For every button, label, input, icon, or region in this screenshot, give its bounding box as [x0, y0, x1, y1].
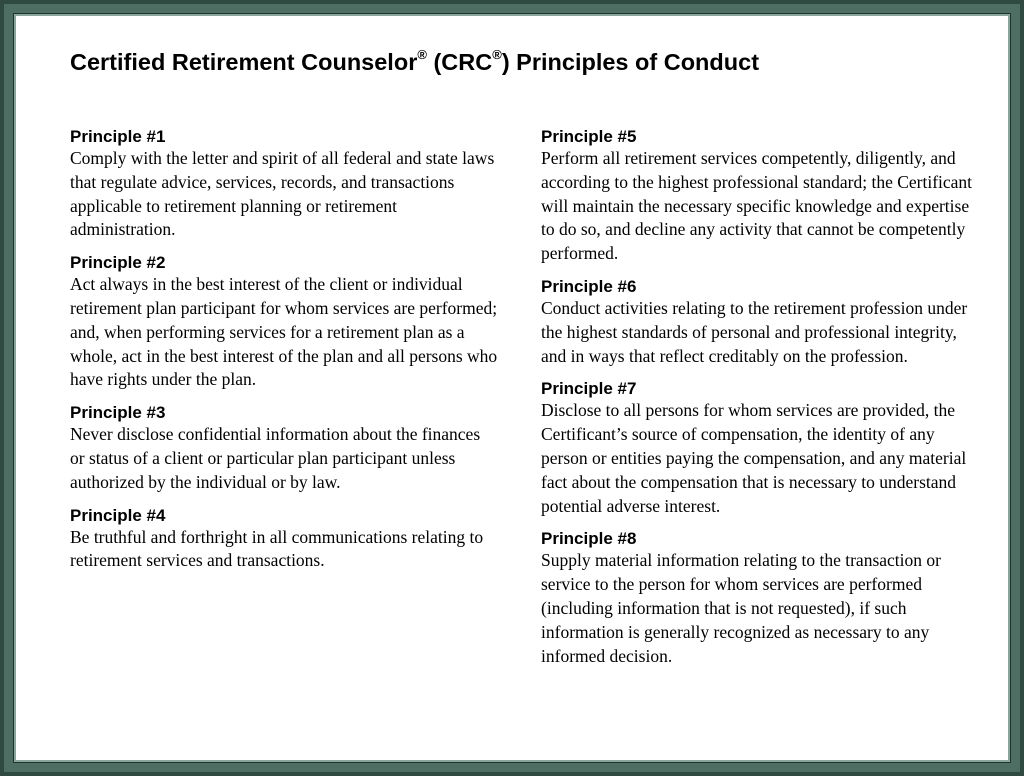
principle-heading: Principle #5 [541, 127, 637, 146]
principle-text: Conduct activities relating to the retirement profession under the highest standards of personal and professional integrity, and in ways that reflect creditably on the profession. [541, 297, 968, 366]
principle-text: Supply material information relating to the transaction or service to the person for whom services are performed (including information that is not requested), if such information is generally recognized as necessary to any informed decision. [541, 550, 941, 666]
principle-text: Never disclose confidential information about the finances or status of a client or particular plan participant unless authorized by the individual or by law. [70, 424, 481, 492]
principle-heading: Principle #3 [70, 403, 166, 423]
page-frame [4, 4, 1020, 772]
principle-heading: Principle #7 [541, 379, 637, 399]
principles-right-column [541, 127, 981, 679]
registered-mark: ® [417, 47, 427, 63]
principle-2 [70, 253, 498, 392]
principle-heading: Principle #8 [541, 529, 637, 549]
registered-mark: ® [492, 47, 502, 63]
principle-text: Comply with the letter and spirit of all federal and state laws that regulate advice, services, records, and transactions applicable to retirement planning or retirement administration. [70, 148, 495, 240]
principle-text: Disclose to all persons for whom services are provided, the Certificant’s source of compensation, the identity of any person or entities paying the compensation, and any material fact about the compensation that is necessary to understand potential adverse interest. [541, 400, 967, 516]
principle-text: Perform all retirement services competently, diligently, and according to the highest professional standard; the Certificant will maintain the necessary specific knowledge and expertise to do so, and decline any activity that cannot be competently performed. [541, 148, 973, 264]
title-text-part3: ) Principles of Conduct [501, 49, 760, 75]
title-text-part1: Certified Retirement Counselor [70, 49, 418, 75]
principle-4 [70, 506, 498, 574]
principle-8 [541, 529, 981, 668]
principle-heading: Principle #2 [70, 253, 166, 273]
principles-left-column [70, 127, 498, 584]
principle-heading: Principle #1 [70, 127, 166, 146]
principle-heading: Principle #4 [70, 505, 166, 525]
principle-5 [541, 127, 981, 266]
document-page [13, 13, 1011, 763]
principle-1 [70, 127, 498, 242]
principle-heading: Principle #6 [541, 276, 637, 296]
document-title [70, 47, 759, 77]
title-text-part2: (CRC [426, 49, 493, 75]
principle-6 [541, 277, 981, 368]
principle-text: Be truthful and forthright in all communications relating to retirement services and transactions. [70, 526, 484, 571]
principle-text: Act always in the best interest of the client or individual retirement plan participant for whom services are performed; and, when performing services for a retirement plan as a whole, act in the best interest of the plan and all persons who have rights under the plan. [70, 274, 498, 390]
principle-7 [541, 379, 981, 518]
principle-3 [70, 403, 498, 494]
